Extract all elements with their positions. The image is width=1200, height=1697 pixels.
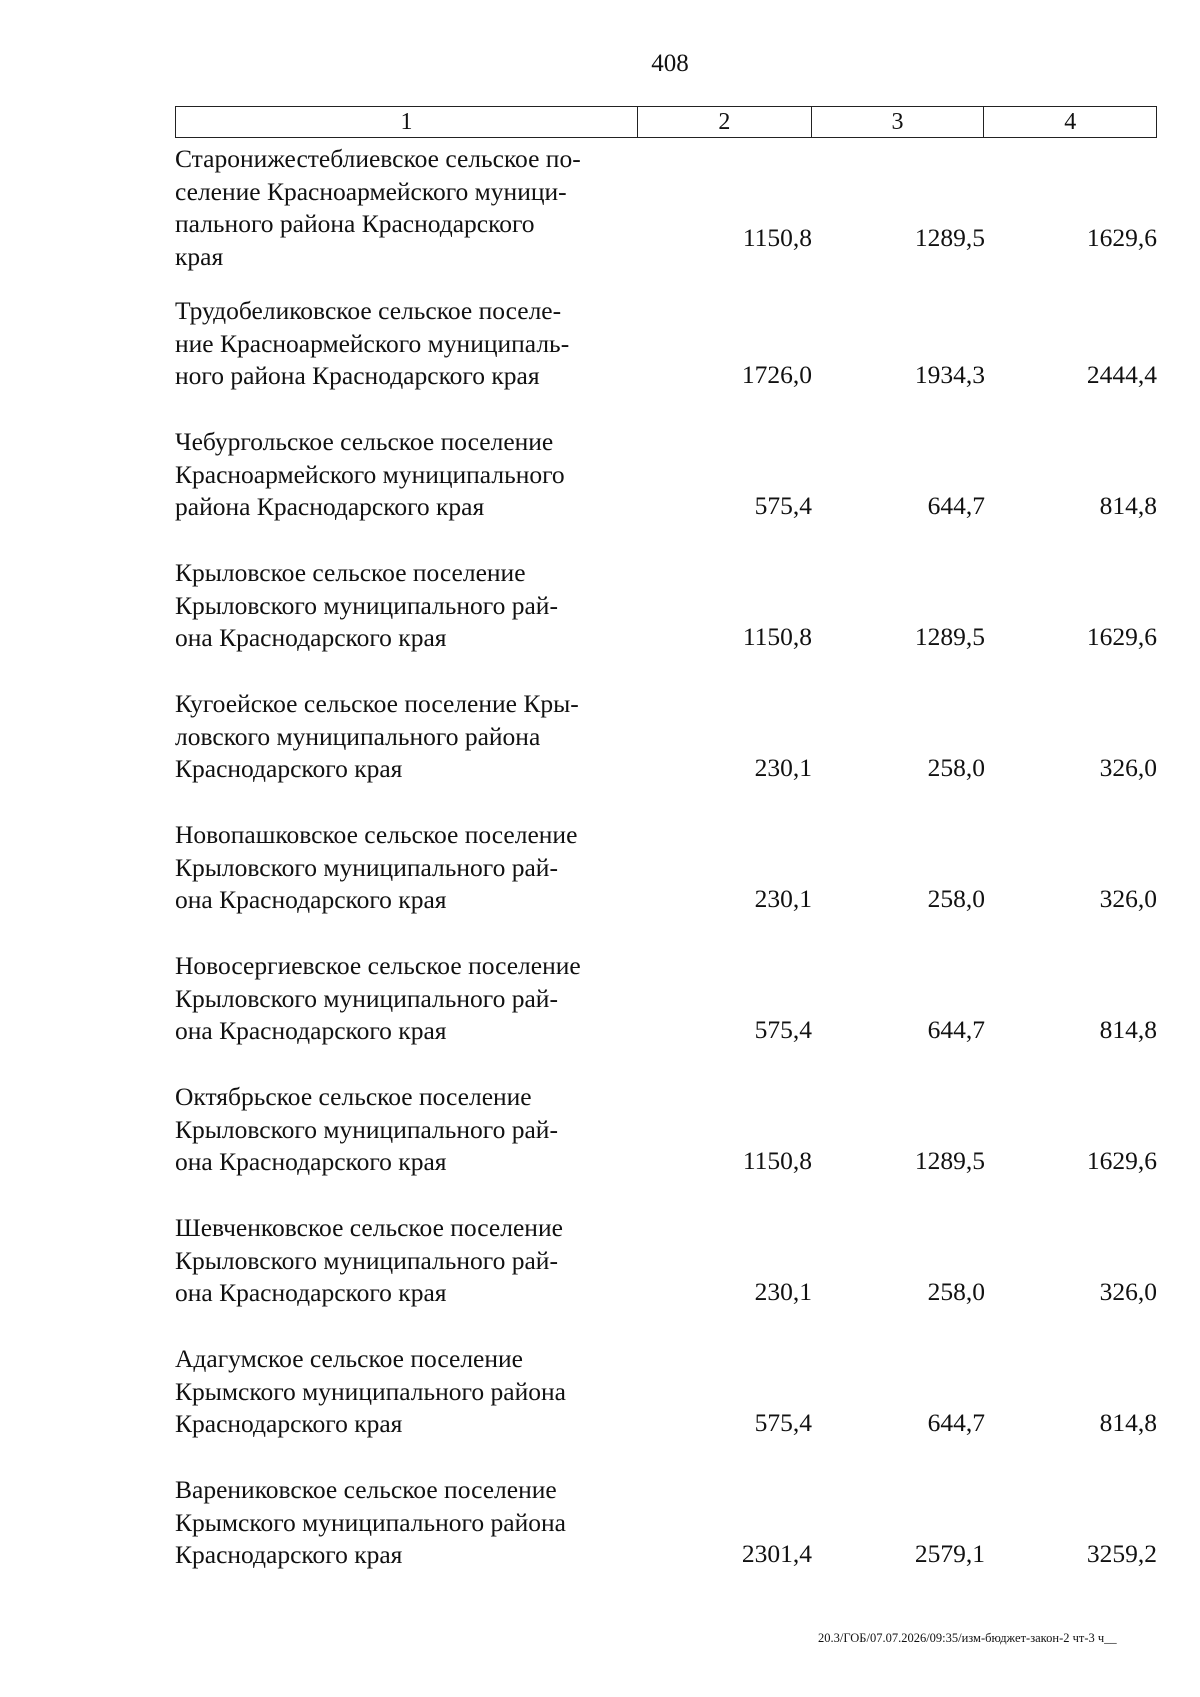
value-col-2: 1150,8: [742, 622, 812, 651]
settlement-name: Октябрьское сельское поселение Крыловского муниципального рай- она Краснодарского края: [175, 1082, 558, 1176]
settlement-name: Кугоейское сельское поселение Кры- ловского муниципального района Краснодарского края: [175, 689, 579, 783]
value-col-2: 230,1: [754, 753, 812, 782]
table-row: [175, 557, 1157, 688]
value-col-3: 2579,1: [914, 1539, 985, 1568]
value-col-3: 644,7: [927, 491, 985, 520]
value-col-2: 1150,8: [742, 1146, 812, 1175]
table-row: [175, 143, 1157, 295]
table-body: [175, 143, 1157, 1605]
table-row: [175, 1343, 1157, 1474]
value-col-4: 814,8: [1099, 491, 1157, 520]
table-row: [175, 819, 1157, 950]
value-col-3: 1289,5: [914, 622, 985, 651]
header-col-1: 1: [176, 107, 638, 137]
value-col-3: 644,7: [927, 1015, 985, 1044]
settlement-name: Новопашковское сельское поселение Крыловского муниципального рай- она Краснодарского края: [175, 820, 578, 914]
table-row: [175, 1081, 1157, 1212]
page-number: 408: [651, 50, 689, 77]
value-col-4: 814,8: [1099, 1015, 1157, 1044]
settlement-name: Варениковское сельское поселение Крымского муниципального района Краснодарского края: [175, 1475, 566, 1569]
table-row: [175, 688, 1157, 819]
value-col-3: 258,0: [927, 753, 985, 782]
table-header: [175, 106, 1157, 138]
value-col-3: 258,0: [927, 884, 985, 913]
settlement-name: Трудобеликовское сельское поселе- ние Красноармейского муниципаль- ного района Краснодарского края: [175, 296, 570, 390]
value-col-4: 326,0: [1099, 1277, 1157, 1306]
value-col-4: 3259,2: [1086, 1539, 1157, 1568]
settlement-name: Старонижестеблиевское сельское по- селение Красноармейского муници- пального района Краснодарского края: [175, 144, 581, 271]
header-col-3: 3: [812, 107, 985, 137]
header-col-4: 4: [1064, 108, 1077, 135]
value-col-2: 1726,0: [741, 360, 812, 389]
value-col-4: 1629,6: [1086, 223, 1157, 252]
value-col-2: 575,4: [754, 1015, 812, 1044]
value-col-3: 1934,3: [914, 360, 985, 389]
table-row: [175, 1212, 1157, 1343]
value-col-3: 1289,5: [914, 223, 985, 252]
table-row: [175, 950, 1157, 1081]
table-row: [175, 426, 1157, 557]
value-col-3: 1289,5: [914, 1146, 985, 1175]
value-col-4: 326,0: [1099, 753, 1157, 782]
settlement-name: Шевченковское сельское поселение Крыловского муниципального рай- она Краснодарского края: [175, 1213, 563, 1307]
value-col-3: 644,7: [927, 1408, 985, 1437]
value-col-2: 1150,8: [742, 223, 812, 252]
value-col-2: 230,1: [754, 884, 812, 913]
value-col-4: 1629,6: [1086, 1146, 1157, 1175]
value-col-4: 326,0: [1099, 884, 1157, 913]
settlement-name: Крыловское сельское поселение Крыловского муниципального рай- она Краснодарского края: [175, 558, 558, 652]
settlement-name: Новосергиевское сельское поселение Крыловского муниципального рай- она Краснодарского края: [175, 951, 581, 1045]
value-col-4: 814,8: [1099, 1408, 1157, 1437]
value-col-3: 258,0: [927, 1277, 985, 1306]
value-col-4: 1629,6: [1086, 622, 1157, 651]
value-col-4: 2444,4: [1086, 360, 1157, 389]
value-col-2: 575,4: [754, 491, 812, 520]
document-footer-code: 20.3/ГОБ/07.07.2026/09:35/изм-бюджет-закон-2 чт-3 ч__: [818, 1631, 1117, 1645]
value-col-2: 2301,4: [741, 1539, 812, 1568]
settlement-name: Чебургольское сельское поселение Красноармейского муниципального района Краснодарского края: [175, 427, 565, 521]
settlement-name: Адагумское сельское поселение Крымского муниципального района Краснодарского края: [175, 1344, 566, 1438]
value-col-2: 575,4: [754, 1408, 812, 1437]
table-row: [175, 1474, 1157, 1605]
table-row: [175, 295, 1157, 426]
header-col-2: 2: [638, 107, 812, 137]
value-col-2: 230,1: [754, 1277, 812, 1306]
